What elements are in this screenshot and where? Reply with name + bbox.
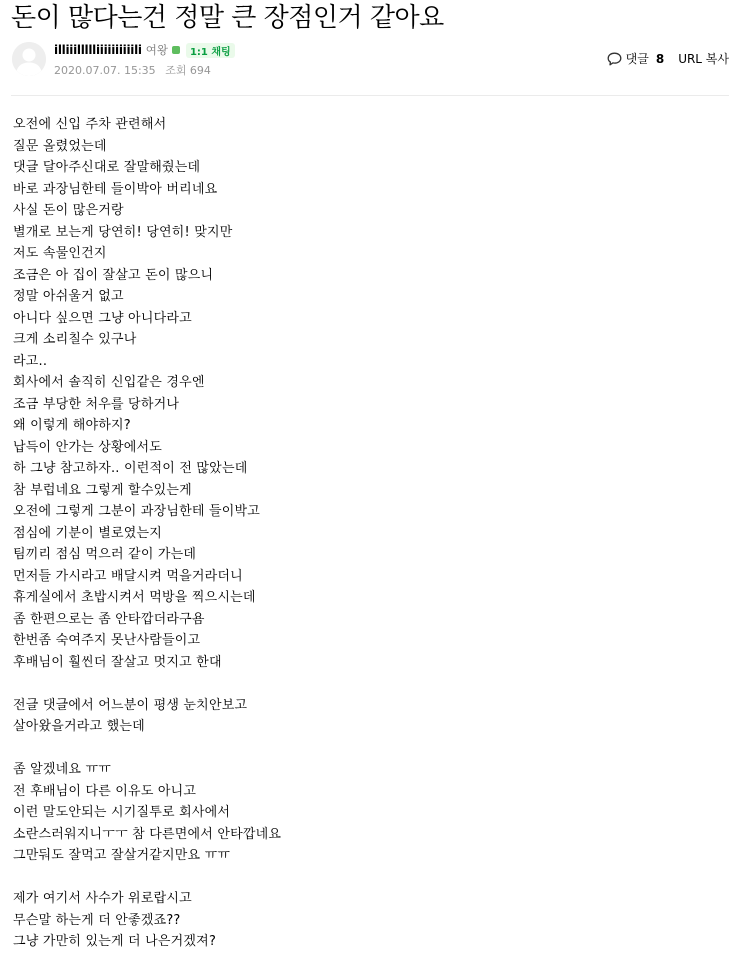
body-line: 라고.. bbox=[13, 353, 48, 369]
post-meta bbox=[54, 62, 211, 78]
post-body bbox=[13, 114, 728, 953]
body-line: 댓글 달아주신대로 잘말해줬는데 bbox=[13, 160, 201, 175]
level-icon bbox=[172, 46, 180, 54]
avatar[interactable] bbox=[12, 42, 46, 76]
body-line: 무슨말 하는게 더 안좋겠죠?? bbox=[13, 912, 181, 928]
comment-count: 8 bbox=[655, 51, 665, 66]
body-line: 납득이 안가는 상황에서도 bbox=[13, 439, 163, 455]
body-line: 좀 알겠네요 ㅠㅠ bbox=[13, 762, 111, 777]
body-line: 소란스러워지니ㅜㅜ 참 다른면에서 안타깝네요 bbox=[13, 826, 282, 842]
chat-button[interactable]: 1:1 채팅 bbox=[186, 43, 235, 58]
body-line: 그만둬도 잘먹고 잘살거같지만요 ㅠㅠ bbox=[13, 848, 231, 863]
post-date: 2020.07.07. 15:35 bbox=[54, 64, 156, 77]
body-line: 크게 소리칠수 있구나 bbox=[13, 332, 137, 347]
post-title: 돈이 많다는건 정말 큰 장점인거 같아요 bbox=[11, 3, 444, 33]
body-line: 별개로 보는게 당연히! 당연히! 맞지만 bbox=[13, 224, 233, 240]
body-line: 살아왔을거라고 했는데 bbox=[13, 719, 145, 734]
body-line: 회사에서 솔직히 신입같은 경우엔 bbox=[13, 375, 205, 390]
body-line: 하 그냥 참고하자.. 이런적이 전 많았는데 bbox=[13, 461, 248, 476]
body-line: 조금 부당한 처우를 당하거나 bbox=[13, 396, 180, 412]
comment-button[interactable] bbox=[607, 50, 665, 67]
body-line: 바로 과장님한테 들이박아 버리네요 bbox=[13, 181, 218, 197]
body-line: 오전에 그렇게 그분이 과장님한테 들이박고 bbox=[13, 504, 260, 519]
author-info bbox=[54, 41, 235, 59]
comment-label: 댓글 bbox=[625, 52, 649, 66]
body-line: 참 부럽네요 그렇게 할수있는게 bbox=[13, 482, 192, 498]
view-count: 조회 694 bbox=[165, 64, 211, 77]
member-level: 여왕 bbox=[145, 43, 168, 57]
body-line: 아니다 싶으면 그냥 아니다라고 bbox=[13, 310, 192, 326]
body-line: 질문 올렸었는데 bbox=[13, 138, 107, 154]
body-line: 왜 이렇게 해야하지? bbox=[13, 418, 131, 433]
author-nickname[interactable]: illiiillllliiiiiiiiiili bbox=[54, 43, 142, 57]
body-line: 제가 여기서 사수가 위로랍시고 bbox=[13, 891, 192, 906]
body-line: 후배님이 훨씬더 잘살고 멋지고 한대 bbox=[13, 654, 222, 670]
header-divider bbox=[11, 95, 729, 96]
body-line: 전 후배님이 다른 이유도 아니고 bbox=[13, 783, 197, 799]
blank-line bbox=[13, 738, 728, 760]
blank-line bbox=[13, 673, 728, 695]
comment-bubble-icon bbox=[607, 52, 622, 66]
body-line: 좀 한편으로는 좀 안타깝더라구욤 bbox=[13, 611, 205, 627]
body-line: 전글 댓글에서 어느분이 평생 눈치안보고 bbox=[13, 697, 248, 713]
body-line: 사실 돈이 많은거랑 bbox=[13, 203, 124, 218]
blank-line bbox=[13, 867, 728, 889]
post-tools bbox=[607, 50, 729, 67]
body-line: 먼저들 가시라고 배달시켜 먹을거라더니 bbox=[13, 568, 243, 584]
body-line: 한번좀 숙여주지 못난사람들이고 bbox=[13, 633, 201, 648]
body-line: 팀끼리 점심 먹으러 같이 가는데 bbox=[13, 547, 197, 562]
body-line: 정말 아쉬울거 없고 bbox=[13, 289, 124, 304]
body-line: 오전에 신입 주차 관련해서 bbox=[13, 117, 167, 132]
body-line: 저도 속물인건지 bbox=[13, 246, 107, 261]
url-copy-button[interactable]: URL 복사 bbox=[678, 52, 729, 66]
body-line: 조금은 아 집이 잘살고 돈이 많으니 bbox=[13, 267, 214, 283]
body-line: 이런 말도안되는 시기질투로 회사에서 bbox=[13, 805, 231, 820]
default-profile-icon bbox=[12, 42, 46, 76]
body-line: 그냥 가만히 있는게 더 나은거겠져? bbox=[13, 934, 217, 949]
body-line: 점심에 기분이 별로였는지 bbox=[13, 525, 163, 541]
body-line: 휴게실에서 초밥시켜서 먹방을 찍으시는데 bbox=[13, 590, 256, 605]
